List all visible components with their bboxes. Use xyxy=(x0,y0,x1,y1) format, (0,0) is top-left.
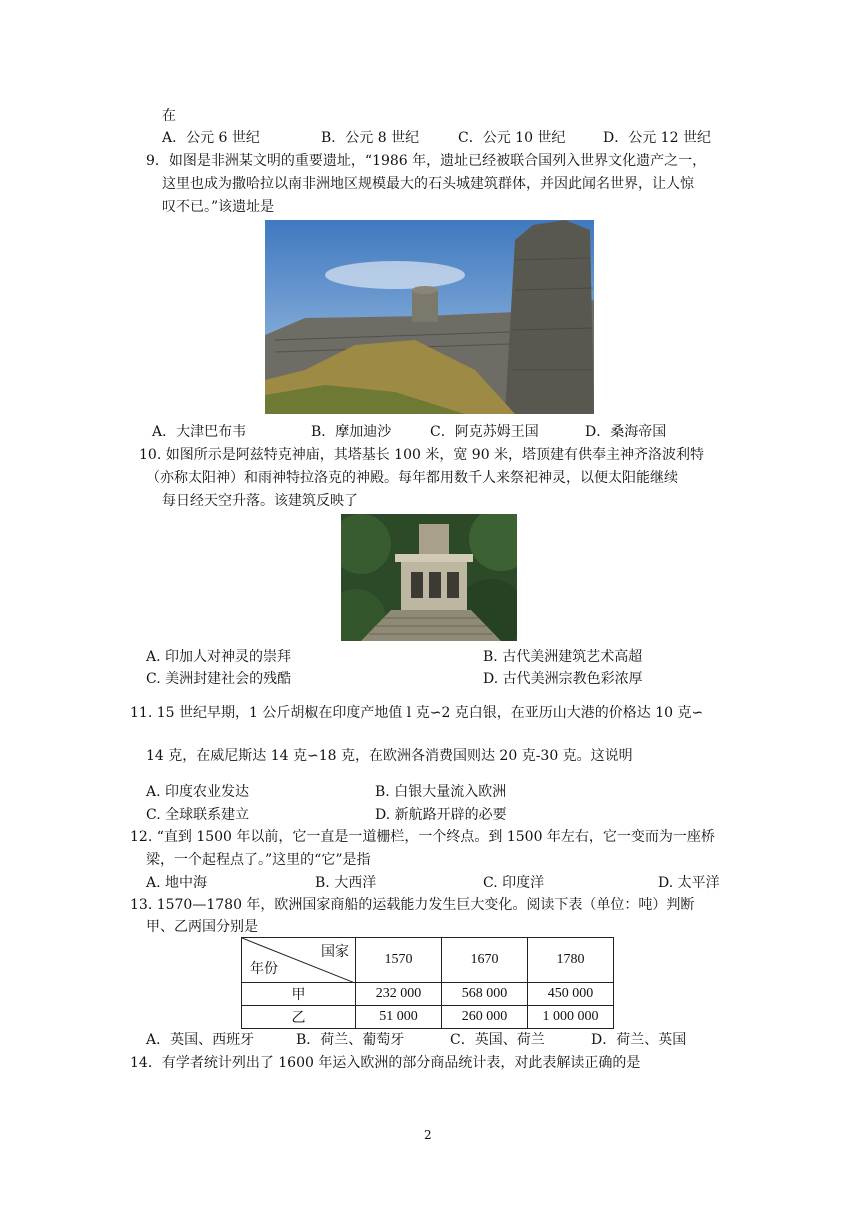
table-row xyxy=(242,1006,614,1029)
year-header: 1570 xyxy=(356,938,442,983)
option-d: D．荷兰、英国 xyxy=(591,1032,687,1048)
option-a: A. 印度农业发达 xyxy=(146,784,250,800)
aztec-temple-photo xyxy=(341,514,517,641)
question-13-text: 甲、乙两国分别是 xyxy=(146,919,258,935)
option-a: A. 地中海 xyxy=(146,875,208,891)
table-cell: 232 000 xyxy=(356,983,442,1006)
year-header: 1670 xyxy=(442,938,528,983)
table-cell: 450 000 xyxy=(528,983,614,1006)
option-d: D．桑海帝国 xyxy=(585,424,667,440)
option-b: B. 大西洋 xyxy=(315,875,377,891)
year-header: 1780 xyxy=(528,938,614,983)
option-b: B．荷兰、葡萄牙 xyxy=(296,1032,405,1048)
question-9-text: 9．如图是非洲某文明的重要遗址，“1986 年，遗址已经被联合国列入世界文化遗产之一， xyxy=(146,153,707,169)
question-text: 在 xyxy=(162,108,176,124)
table-cell: 51 000 xyxy=(356,1006,442,1029)
great-zimbabwe-photo xyxy=(265,220,594,414)
option-a: A．英国、西班牙 xyxy=(146,1032,255,1048)
header-year: 年份 xyxy=(250,962,278,977)
option-b: B. 古代美洲建筑艺术高超 xyxy=(483,649,643,665)
option-d: D．公元 12 世纪 xyxy=(603,130,711,146)
option-c: C. 美洲封建社会的残酷 xyxy=(146,671,292,687)
option-c: C．阿克苏姆王国 xyxy=(430,424,539,440)
shipping-capacity-table xyxy=(241,937,614,1029)
question-13-text: 13. 1570—1780 年，欧洲国家商船的运载能力发生巨大变化。阅读下表（单位：吨）判断 xyxy=(130,897,695,913)
option-c: C．英国、荷兰 xyxy=(450,1032,545,1048)
question-9-text: 这里也成为撒哈拉以南非洲地区规模最大的石头城建筑群体，并因此闻名世界，让人惊 xyxy=(162,176,694,192)
option-a: A. 印加人对神灵的崇拜 xyxy=(146,649,292,665)
option-d: D. 新航路开辟的必要 xyxy=(375,807,507,823)
option-c: C. 全球联系建立 xyxy=(146,807,250,823)
row-label: 乙 xyxy=(242,1006,356,1029)
table-cell: 568 000 xyxy=(442,983,528,1006)
table-cell: 260 000 xyxy=(442,1006,528,1029)
page-number: 2 xyxy=(424,1128,432,1142)
table-row xyxy=(242,983,614,1006)
row-label: 甲 xyxy=(242,983,356,1006)
question-12-text: 梁，一个起程点了。”这里的“它”是指 xyxy=(146,852,371,868)
option-a: A．大津巴布韦 xyxy=(152,424,247,440)
question-9-text: 叹不已。”该遗址是 xyxy=(162,199,275,215)
question-10-text: 10. 如图所示是阿兹特克神庙，其塔基长 100 米，宽 90 米，塔顶建有供奉主神齐洛波利特 xyxy=(139,447,705,463)
option-b: B. 白银大量流入欧洲 xyxy=(375,784,507,800)
question-14-text: 14．有学者统计列出了 1600 年运入欧洲的部分商品统计表，对此表解读正确的是 xyxy=(130,1055,641,1071)
question-11-text: 11. 15 世纪早期，1 公斤胡椒在印度产地值 l 克∽2 克白银，在亚历山大港的价格达 10 克∽ xyxy=(130,705,704,721)
option-d: D. 古代美洲宗教色彩浓厚 xyxy=(483,671,643,687)
option-c: C. 印度洋 xyxy=(483,875,545,891)
option-b: B．公元 8 世纪 xyxy=(321,130,420,146)
question-10-text: 每日经天空升落。该建筑反映了 xyxy=(162,493,358,509)
question-10-text: （亦称太阳神）和雨神特拉洛克的神殿。每年都用数千人来祭祀神灵，以便太阳能继续 xyxy=(146,470,678,486)
header-country: 国家 xyxy=(321,945,349,960)
option-c: C．公元 10 世纪 xyxy=(458,130,566,146)
table-corner-header xyxy=(242,938,356,983)
option-a: A．公元 6 世纪 xyxy=(162,130,260,146)
option-b: B．摩加迪沙 xyxy=(311,424,392,440)
question-11-text: 14 克，在威尼斯达 14 克∽18 克，在欧洲各消费国则达 20 克-30 克。这说明 xyxy=(146,748,633,764)
option-d: D. 太平洋 xyxy=(658,875,720,891)
question-12-text: 12. “直到 1500 年以前，它一直是一道栅栏，一个终点。到 1500 年左右，它一变而为一座桥 xyxy=(130,829,715,845)
table-cell: 1 000 000 xyxy=(528,1006,614,1029)
